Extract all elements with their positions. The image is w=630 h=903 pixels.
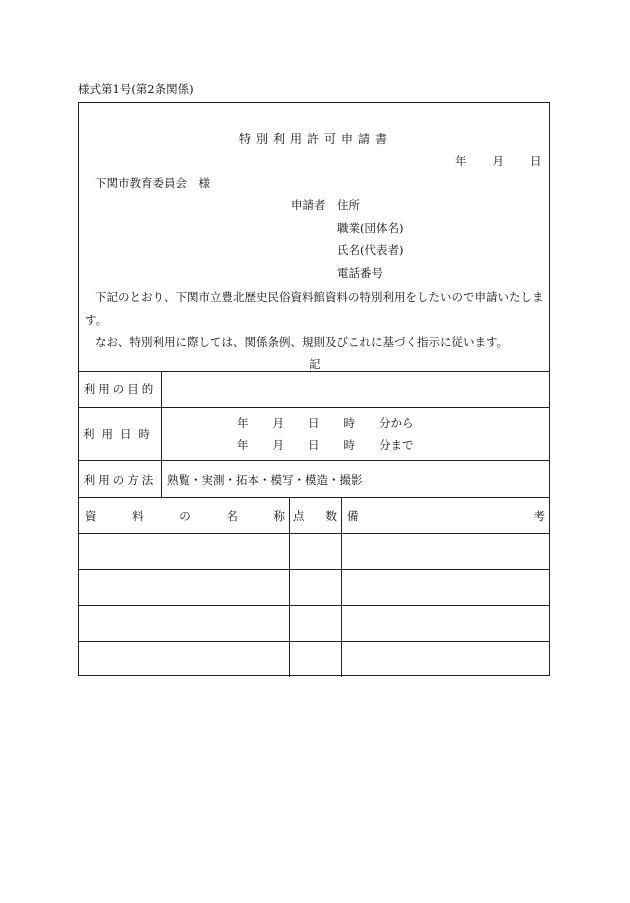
- rule: [79, 460, 549, 461]
- form-title: 特別利用許可申請書: [239, 132, 393, 146]
- material-name-header: 資 料 の 名 称: [85, 509, 285, 523]
- method-options[interactable]: 熟覧・実測・拓本・模写・模造・撮影: [167, 473, 363, 487]
- datetime-from[interactable]: 年 月 日 時 分から: [237, 416, 414, 430]
- ki-label: 記: [309, 357, 321, 371]
- date-line: [455, 153, 542, 169]
- remarks-header: 備 考: [347, 509, 545, 523]
- count-header: 点 数: [293, 509, 337, 523]
- applicant-phone: 電話番号: [337, 266, 383, 280]
- datetime-to[interactable]: 年 月 日 時 分まで: [237, 438, 414, 452]
- table-row[interactable]: [79, 606, 549, 640]
- table-row[interactable]: [79, 642, 549, 675]
- applicant-label: 申請者: [291, 198, 326, 212]
- date-year: 年: [455, 154, 467, 168]
- date-day: 日: [530, 154, 542, 168]
- body-line-1: 下記のとおり、下関市立豊北歴史民俗資料館資料の特別利用をしたいので申請いたしま: [95, 290, 544, 304]
- method-label: 利用の方法: [83, 473, 157, 487]
- applicant-occupation: 職業(団体名): [337, 221, 404, 235]
- purpose-label: 利用の目的: [83, 382, 157, 396]
- datetime-label: 利用日時: [83, 427, 157, 441]
- applicant-name: 氏名(代表者): [337, 243, 404, 257]
- table-row[interactable]: [79, 570, 549, 604]
- body-line-2: す。: [85, 313, 108, 327]
- rule: [79, 407, 549, 408]
- addressee: 下関市教育委員会 様: [95, 176, 210, 190]
- purpose-field[interactable]: [163, 373, 547, 405]
- application-form: [78, 102, 550, 676]
- body-line-3: なお、特別利用に際しては、関係条例、規則及びこれに基づく指示に従います。: [95, 335, 509, 349]
- rule: [79, 497, 549, 498]
- rule: [79, 371, 549, 372]
- table-row[interactable]: [79, 534, 549, 568]
- applicant-address: 住所: [337, 198, 360, 212]
- form-number-label: 様式第1号(第2条関係): [78, 82, 194, 96]
- date-month: 月: [492, 154, 504, 168]
- divider: [161, 371, 162, 497]
